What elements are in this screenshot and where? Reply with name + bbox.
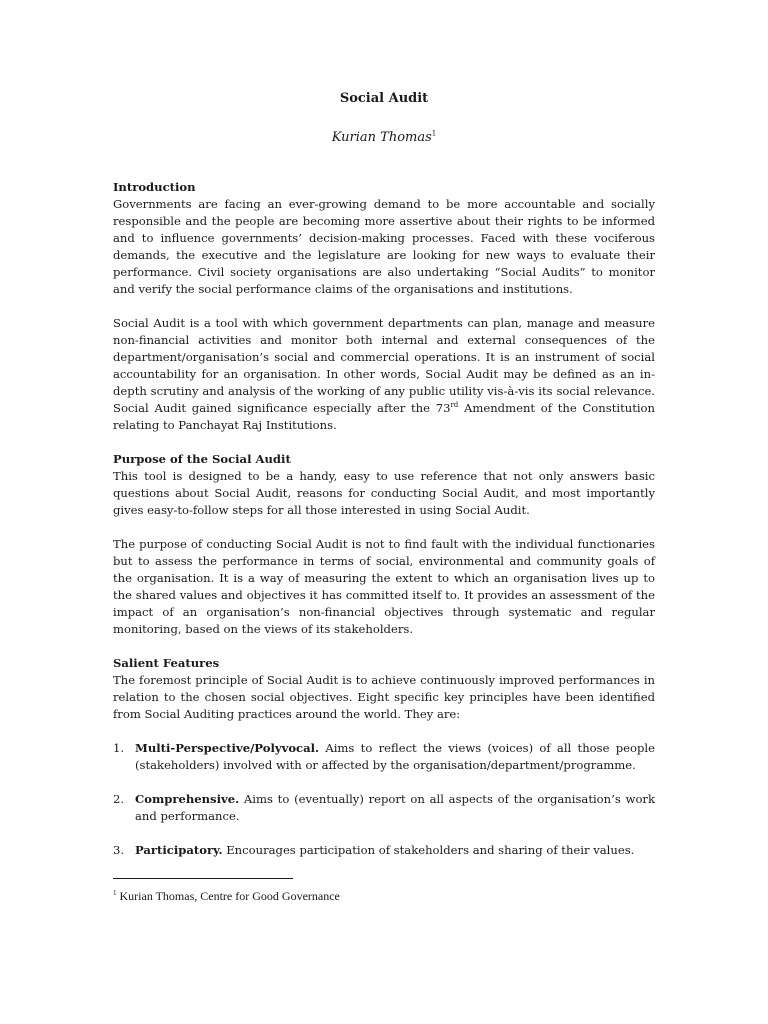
- list-item-number: 2.: [113, 792, 125, 806]
- list-item: [113, 740, 655, 774]
- author-footnote-mark: 1: [431, 129, 437, 138]
- list-item-text: Aims to (eventually) report on all aspects of the organisation’s work and performance.: [135, 792, 655, 823]
- salient-features-heading: Salient Features: [113, 656, 220, 670]
- introduction-paragraph-1: Governments are facing an ever-growing demand to be more accountable and socially responsible and the people are becoming more assertive about their rights to be informed and to influence governments’ decision-making processes. Faced with these vociferous demands, the executive and the legislature are looking for new ways to evaluate their performance. Civil society organisations are also undertaking “Social Audits” to monitor and verify the social performance claims of the organisations and institutions.: [113, 197, 655, 296]
- footnote-text: Kurian Thomas, Centre for Good Governance: [119, 889, 340, 903]
- introduction-heading: Introduction: [113, 180, 196, 194]
- list-item: [113, 842, 655, 859]
- document-title: Social Audit: [339, 91, 429, 106]
- purpose-paragraph-2: The purpose of conducting Social Audit is not to find fault with the individual functionaries but to assess the performance in terms of social, environmental and community goals of the organisation. It is a way of measuring the extent to which an organisation lives up to the shared values and objectives it has committed itself to. It provides an assessment of the impact of an organisation’s non-financial objectives through systematic and regular monitoring, based on the views of its stakeholders.: [113, 537, 655, 636]
- purpose-heading: Purpose of the Social Audit: [113, 452, 291, 466]
- introduction-paragraph-2: [113, 315, 655, 434]
- document-body: [113, 90, 655, 876]
- ordinal-suffix: rd: [450, 401, 459, 410]
- list-item-text: Encourages participation of stakeholders and sharing of their values.: [222, 843, 635, 857]
- author-line: [113, 129, 655, 146]
- introduction-paragraph-2-text-b: Amendment of the Constitution relating to Panchayat Raj Institutions.: [113, 401, 656, 432]
- introduction-paragraph-2-text-a: Social Audit is a tool with which government departments can plan, manage and measure non-financial activities and monitor both internal and external consequences of the department/organisation’s social and commercial operations. It is an instrument of social accountability for an organisation. In other words, Social Audit may be defined as an in-depth scrutiny and analysis of the working of any public utility vis-à-vis its social relevance. Social Audit gained significance especially after the 73: [113, 316, 655, 415]
- footnote: [113, 888, 340, 904]
- author-name: Kurian Thomas: [331, 130, 432, 145]
- list-item-term: Participatory.: [135, 843, 223, 857]
- list-item-number: 3.: [113, 843, 125, 857]
- list-item-number: 1.: [113, 741, 125, 755]
- footnote-mark: 1: [113, 889, 117, 897]
- footnote-divider: [113, 878, 293, 879]
- principles-list: [113, 740, 655, 859]
- list-item-text: Aims to reflect the views (voices) of all those people (stakeholders) involved with or affected by the organisation/department/programme.: [135, 741, 655, 772]
- list-item-term: Multi-Perspective/Polyvocal.: [135, 741, 320, 755]
- salient-features-paragraph: The foremost principle of Social Audit is to achieve continuously improved performances in relation to the chosen social objectives. Eight specific key principles have been identified from Social Auditing practices around the world. They are:: [113, 673, 655, 721]
- list-item: [113, 791, 655, 825]
- list-item-term: Comprehensive.: [135, 792, 240, 806]
- purpose-paragraph-1: This tool is designed to be a handy, easy to use reference that not only answers basic questions about Social Audit, reasons for conducting Social Audit, and most importantly gives easy-to-follow steps for all those interested in using Social Audit.: [113, 469, 655, 517]
